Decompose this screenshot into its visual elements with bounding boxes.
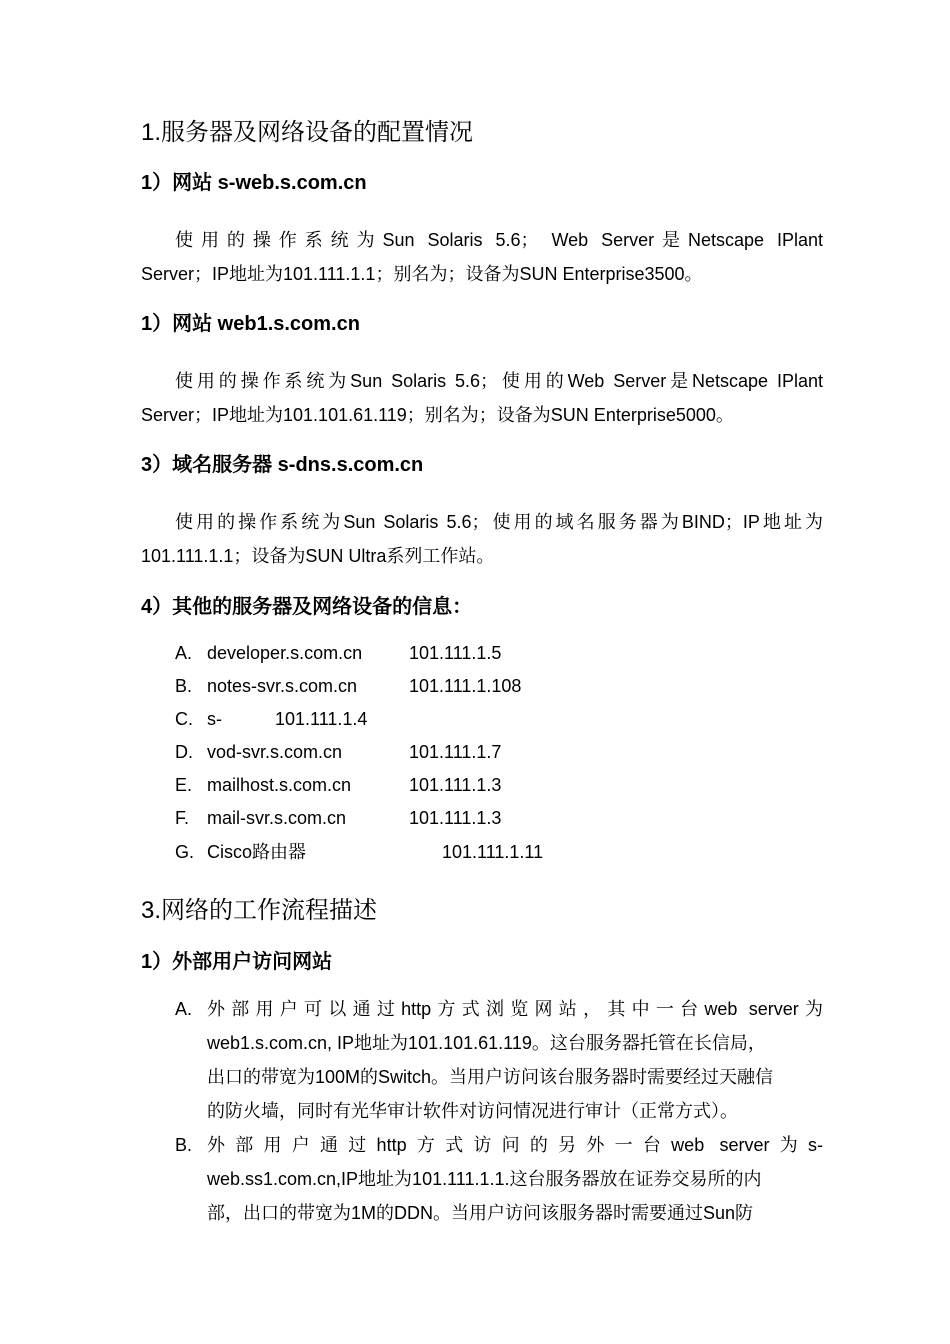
heading-web1: 1）网站 web1.s.com.cn	[141, 313, 360, 335]
device-ip: 101.111.1.7	[409, 742, 502, 762]
paragraph-web	[141, 223, 823, 291]
paragraph-line: 使用的操作系统为Sun Solaris 5.6；使用的域名服务器为BIND；IP地址为	[175, 512, 823, 532]
device-ip: 101.111.1.5	[409, 643, 502, 663]
list-marker: G.	[175, 842, 195, 862]
device-ip: 101.111.1.3	[409, 775, 502, 795]
item-body	[207, 1128, 823, 1230]
heading-other-devices: 4）其他的服务器及网络设备的信息：	[141, 596, 473, 618]
paragraph-dns	[141, 505, 823, 573]
device-name: vod-svr.s.com.cn	[207, 742, 343, 762]
device-name: mailhost.s.com.cn	[207, 775, 352, 795]
paragraph-line: Server；IP地址为101.101.61.119；别名为；设备为SUN Enterprise5000。	[141, 405, 734, 425]
item-body	[207, 992, 823, 1128]
paragraph-web1	[141, 364, 823, 432]
item-line: 的防火墙，同时有光华审计软件对访问情况进行审计（正常方式）。	[207, 1101, 738, 1121]
item-line: 外部用户可以通过http方式浏览网站，其中一台web server为	[207, 999, 823, 1019]
paragraph-line: Server；IP地址为101.111.1.1；别名为；设备为SUN Enterprise3500。	[141, 264, 703, 284]
device-name: developer.s.com.cn	[207, 643, 363, 663]
device-name: mail-svr.s.com.cn	[207, 808, 347, 828]
paragraph-line: 使用的操作系统为Sun Solaris 5.6；使用的Web Server是Netscape IPlant	[175, 371, 823, 391]
item-line: 外部用户通过http方式访问的另外一台web server为s-	[207, 1135, 823, 1155]
device-ip: 101.111.1.11	[442, 842, 544, 862]
heading-web: 1）网站 s-web.s.com.cn	[141, 172, 367, 194]
section-1-title: 1.服务器及网络设备的配置情况	[141, 119, 474, 146]
device-name: notes-svr.s.com.cn	[207, 676, 358, 696]
device-ip: 101.111.1.4	[275, 709, 368, 729]
list-marker: B.	[175, 676, 193, 696]
list-marker: E.	[175, 775, 193, 795]
list-marker: F.	[175, 808, 190, 828]
device-ip: 101.111.1.108	[409, 676, 522, 696]
device-name: Cisco路由器	[207, 842, 307, 862]
item-line: web1.s.com.cn, IP地址为101.101.61.119。这台服务器托管在长信局，	[207, 1033, 766, 1053]
list-marker: A.	[175, 643, 193, 663]
list-marker: C.	[175, 709, 193, 729]
heading-external-access: 1）外部用户访问网站	[141, 951, 333, 973]
item-line: web.ss1.com.cn,IP地址为101.111.1.1.这台服务器放在证券交易所的内	[207, 1169, 762, 1189]
heading-dns: 3）域名服务器 s-dns.s.com.cn	[141, 454, 424, 476]
device-name: s-	[207, 709, 222, 729]
device-ip: 101.111.1.3	[409, 808, 502, 828]
list-marker: A.	[175, 999, 193, 1019]
paragraph-line: 使用的操作系统为Sun Solaris 5.6； Web Server是Netscape IPlant	[175, 230, 823, 250]
list-marker: D.	[175, 742, 193, 762]
item-line: 出口的带宽为100M的Switch。当用户访问该台服务器时需要经过天融信	[207, 1067, 774, 1087]
paragraph-line: 101.111.1.1；设备为SUN Ultra系列工作站。	[141, 546, 495, 566]
section-3-title: 3.网络的工作流程描述	[141, 897, 378, 924]
list-marker: B.	[175, 1135, 193, 1155]
item-line: 部，出口的带宽为1M的DDN。当用户访问该服务器时需要通过Sun防	[207, 1203, 754, 1223]
